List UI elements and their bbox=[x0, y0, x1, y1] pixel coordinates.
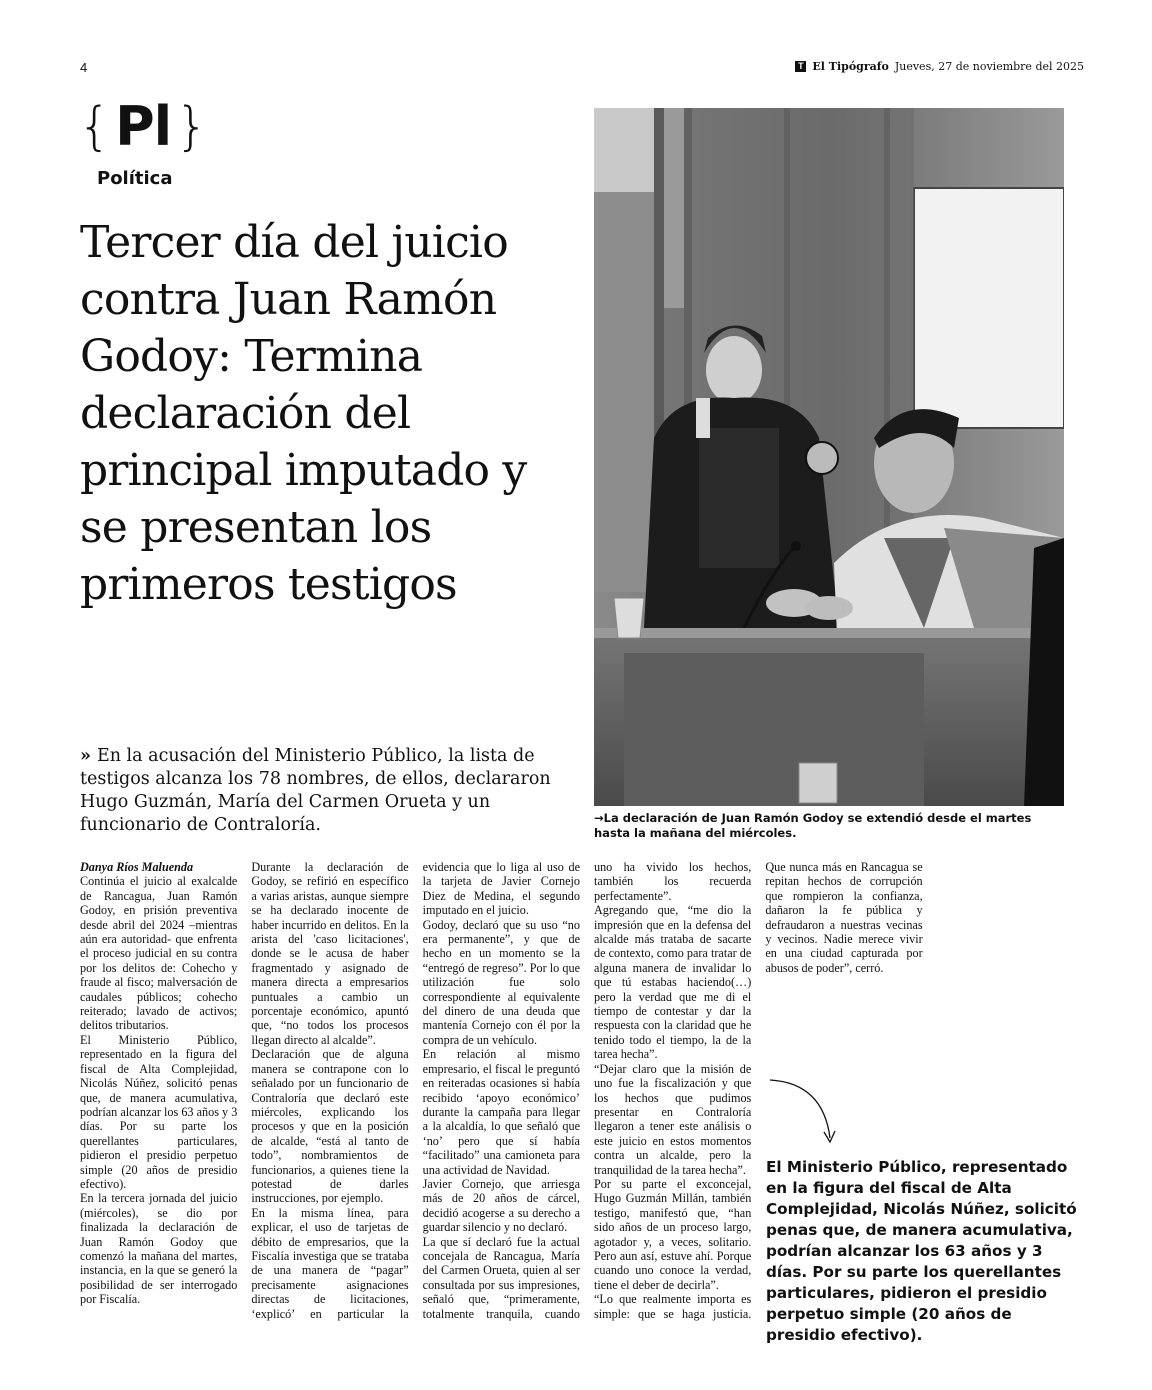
byline: Danya Ríos Maluenda bbox=[80, 860, 194, 874]
body-paragraph: La que sí declaró fue la actual concejala de Rancagua, María del Carmen Orueta, quien al ser consultada por sus impresiones, señaló que, “primeramente, totalmente tranquila, cuando uno ha vivido los hechos, también los recuerda perfectamente”. bbox=[422, 860, 752, 1321]
body-paragraph: Godoy, declaró que su uso “no era permanente”, y que de hecho en un momento se la “entregó de regreso”. Por lo que utilización fue solo correspondiente al equivalente del dinero de una deuda que mantenía Cornejo con él por la compra de un vehículo. bbox=[422, 917, 580, 1047]
body-paragraph: “Dejar claro que la misión de uno fue la fiscalización y que los hechos que pudimos presentar en Contraloría llegaron a tener este análisis o este juicio en estos momentos contra un alcalde, pero la tranquilidad de la tarea hecha”. bbox=[593, 1061, 752, 1177]
pull-quote-arrow-icon bbox=[768, 1078, 848, 1148]
section-abbr: Pl bbox=[115, 95, 172, 158]
article-photo bbox=[594, 108, 1064, 806]
section-brace-right: } bbox=[175, 97, 209, 157]
body-paragraph: En la tercera jornada del juicio (miércoles), se dio por finalizada la declaración de Juan Ramón Godoy que comenzó la mañana del martes, instancia, en la que se generó la posibilidad de ser interrogado por Fiscalía. bbox=[80, 1191, 238, 1307]
article-lead bbox=[80, 745, 560, 837]
section-name: Política bbox=[97, 168, 173, 189]
body-paragraph: Declaración que de alguna manera se contrapone con lo señalado por un funcionario de Contraloría que declaró este miércoles, explicando los procesos y que en la posición de alcalde, “está al tanto de todo”, nombramientos de funcionarios, a quienes tiene la potestad de darles instrucciones, por ejemplo. bbox=[251, 1047, 409, 1206]
body-paragraph: Agregando que, “me dio la impresión que en la defensa del alcalde más trataba de sacarte de contexto, como para tratar de alguna manera de invalidar lo que tú estabas haciendo(…) pero la verdad que me di el tiempo de contestar y dar la respuesta con la claridad que he tenido todo el tiempo, la de la tarea hecha”. bbox=[593, 903, 752, 1062]
courtroom-photo bbox=[594, 108, 1064, 806]
lead-marker-icon: » bbox=[80, 746, 91, 766]
lead-text: En la acusación del Ministerio Público, la lista de testigos alcanza los 78 nombres, de ellos, declararon Hugo Guzmán, María del Carmen Orueta y un funcionario de Contraloría. bbox=[80, 746, 551, 835]
issue-date: Jueves, 27 de noviembre del 2025 bbox=[894, 60, 1084, 73]
body-paragraph: Javier Cornejo, que arriesga más de 20 años de cárcel, decidió acogerse a su derecho a guardar silencio y no declaró. bbox=[422, 1176, 580, 1235]
caption-arrow-icon: → bbox=[594, 811, 604, 825]
body-paragraph: En relación al mismo empresario, el fiscal le preguntó en reiteradas ocasiones si había recibido ‘apoyo económico’ durante la campaña para llegar a la alcaldía, lo que señaló que ‘no’ pero que sí había “facilitado” una camioneta para una actividad de Navidad. bbox=[422, 1047, 580, 1177]
pull-quote: El Ministerio Público, representado en la figura del fiscal de Alta Complejidad, Nicolás Núñez, solicitó penas que, de manera acumulativa, podrían alcanzar los 63 años y 3 días. Por su parte los querellantes particulares, pidieron el presidio perpetuo simple (20 años de presidio efectivo). bbox=[766, 1158, 1077, 1344]
section-brace-left: { bbox=[78, 97, 112, 157]
page-number: 4 bbox=[80, 60, 88, 75]
body-paragraph: Por su parte el exconcejal, Hugo Guzmán Millán, también testigo, manifestó que, “han sido años de un proceso largo, agotador y, a veces, solitario. Pero aun así, estuve ahí. Porque cuando uno conoce la verdad, tiene el deber de decirla”. bbox=[593, 1176, 752, 1292]
article-headline: Tercer día del juicio contra Juan Ramón Godoy: Termina declaración del principal imputado y se presentan los primeros testigos bbox=[80, 217, 527, 610]
newspaper-name: El Tipógrafo bbox=[812, 60, 889, 73]
caption-text: La declaración de Juan Ramón Godoy se extendió desde el martes hasta la mañana del miércoles. bbox=[594, 811, 1032, 840]
body-paragraph: El Ministerio Público, representado en la figura del fiscal de Alta Complejidad, Nicolás Núñez, solicitó penas que, de manera acumulativa, podrían alcanzar los 63 años y 3 días. Por su parte los querellantes particulares, pidieron el presidio perpetuo simple (20 años de presidio efectivo). bbox=[80, 1032, 238, 1191]
body-paragraph: “Lo que realmente importa es simple: que se haga justicia. Que nunca más en Rancagua se repitan hechos de corrupción que rompieron la confianza, dañaron la fe pública y defraudaron a nuestras vecinas y vecinos. Nadie merece vivir en una ciudad capturada por abusos de poder”, cerró. bbox=[593, 860, 923, 1321]
body-paragraph: Continúa el juicio al exalcalde de Rancagua, Juan Ramón Godoy, en prisión preventiva desde abril del 2024 –mientras aún era autoridad- que enfrenta el proceso judicial en su contra por los delitos de: Cohecho y fraude al fisco; malversación de caudales públicos; cohecho reiterado; lavado de activos; delitos tributarios. bbox=[80, 874, 238, 1033]
section-logo bbox=[78, 95, 209, 158]
newspaper-logo-icon: T bbox=[795, 61, 806, 72]
photo-caption bbox=[594, 811, 1064, 841]
masthead bbox=[795, 60, 1084, 73]
body-paragraph: En la misma línea, para explicar, el uso de tarjetas de débito de empresarios, que la Fiscalía investiga que se trataba de una manera de “pagar” precisamente asignaciones directas de licitaciones, ‘explicó’ en particular la evidencia que lo liga al uso de la tarjeta de Javier Cornejo Diez de Medina, el segundo imputado en el juicio. bbox=[251, 860, 580, 1321]
body-paragraph: Durante la declaración de Godoy, se refirió en específico a varias aristas, aunque siempre se ha declarado inocente de haber incurrido en delitos. En la arista del 'caso licitaciones', donde se le acusa de haber fragmentado y asignado de manera directa a empresarios puntuales a cambio un porcentaje económico, apuntó que, “no todos los procesos llegan directo al alcalde”. bbox=[251, 860, 409, 1047]
